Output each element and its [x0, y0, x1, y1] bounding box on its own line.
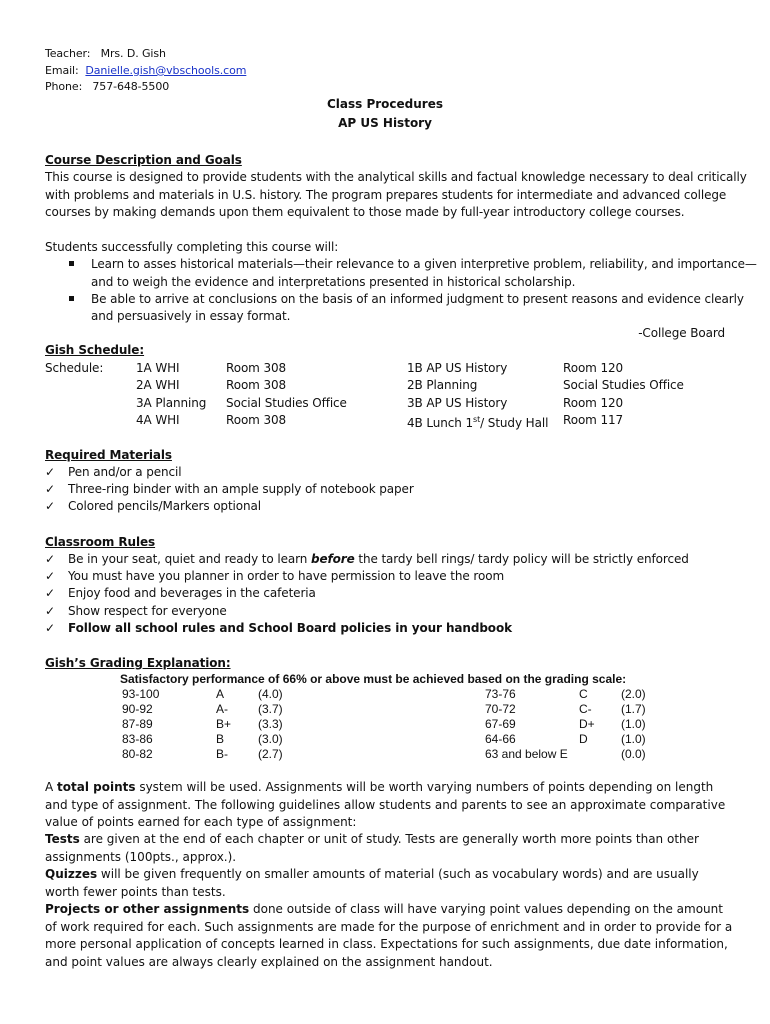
- grade-letter: D+: [579, 717, 595, 731]
- schedule-room: Social Studies Office: [226, 396, 347, 410]
- bullet-line: Be able to arrive at conclusions on the basis of an informed judgment to present reasons and evidence clearly: [91, 292, 744, 306]
- bullet-icon: [69, 261, 74, 266]
- grade-range: 93-100: [122, 687, 160, 701]
- materials-heading: Required Materials: [45, 448, 172, 462]
- schedule-room: Room 308: [226, 361, 287, 375]
- schedule-block: 4B Lunch 1st/ Study Hall: [407, 415, 549, 430]
- grade-points: (3.3): [258, 717, 283, 731]
- bullet-line: and to weigh the evidence and interpretations presented in historical scholarship.: [91, 275, 576, 289]
- check-icon: ✓: [45, 621, 56, 635]
- check-icon: ✓: [45, 552, 56, 566]
- rules-heading: Classroom Rules: [45, 535, 156, 549]
- schedule-room: Room 120: [563, 361, 624, 375]
- schedule-block: 1A WHI: [136, 361, 180, 375]
- check-icon: ✓: [45, 499, 56, 513]
- grade-points: (3.7): [258, 702, 283, 716]
- grade-letter: B: [216, 732, 225, 746]
- rule-item: Enjoy food and beverages in the cafeteria: [68, 586, 316, 600]
- teacher-line: Teacher: Mrs. D. Gish: [45, 47, 166, 60]
- quizzes-paragraph: Quizzes will be given frequently on smaller amounts of material (such as vocabulary words) and are usually worth fewer points than tests.: [45, 867, 699, 899]
- rule-item: Be in your seat, quiet and ready to learn before the tardy bell rings/ tardy policy will be strictly enforced: [68, 552, 689, 566]
- email-line: Email: Danielle.gish@vbschools.com: [45, 64, 247, 77]
- schedule-block: 2B Planning: [407, 378, 478, 392]
- grade-range: 83-86: [122, 732, 153, 746]
- material-item: Colored pencils/Markers optional: [68, 499, 262, 513]
- grade-points: (2.7): [258, 747, 283, 761]
- material-item: Three-ring binder with an ample supply of notebook paper: [68, 482, 414, 496]
- check-icon: ✓: [45, 569, 56, 583]
- points-intro: A total points system will be used. Assignments will be worth varying numbers of points depending on length and type of assignment. The following guidelines allow students and parents to see an approximate comparative value of points earned for each type of assignment:: [45, 780, 726, 829]
- schedule-room: Room 117: [563, 413, 624, 427]
- email-link[interactable]: Danielle.gish@vbschools.com: [85, 64, 247, 77]
- grade-points: (0.0): [621, 747, 646, 761]
- course-intro: Students successfully completing this course will:: [45, 240, 339, 254]
- check-icon: ✓: [45, 604, 56, 618]
- check-icon: ✓: [45, 482, 56, 496]
- bullet-line: Learn to asses historical materials—their relevance to a given interpretive problem, reliability, and importance—: [91, 257, 757, 271]
- schedule-room: Room 308: [226, 378, 287, 392]
- grade-points: (4.0): [258, 687, 283, 701]
- course-line: with problems and materials in U.S. history. The program prepares students for intermediate and advanced college: [45, 188, 727, 202]
- grade-letter: C-: [579, 702, 592, 716]
- rule-item: Follow all school rules and School Board policies in your handbook: [68, 621, 512, 635]
- grade-range: 90-92: [122, 702, 153, 716]
- schedule-room: Room 120: [563, 396, 624, 410]
- grade-letter: A-: [216, 702, 228, 716]
- grade-letter: A: [216, 687, 225, 701]
- doc-subtitle: AP US History: [338, 116, 432, 130]
- grade-range: 87-89: [122, 717, 153, 731]
- tests-paragraph: Tests are given at the end of each chapter or unit of study. Tests are generally worth more points than other assignments (100pts., approx.).: [45, 832, 699, 864]
- grading-subheading: Satisfactory performance of 66% or above must be achieved based on the grading scale:: [120, 672, 627, 686]
- material-item: Pen and/or a pencil: [68, 465, 182, 479]
- schedule-block: 2A WHI: [136, 378, 180, 392]
- grade-letter: B-: [216, 747, 228, 761]
- grade-points: (1.0): [621, 732, 646, 746]
- schedule-block: 3B AP US History: [407, 396, 508, 410]
- grade-range: 63 and below E: [485, 747, 568, 761]
- projects-paragraph: Projects or other assignments done outside of class will have varying point values depending on the amount of work required for each. Such assignments are made for the purpose of enrichment and in order to provide for a more personal application of concepts learned in class. Expectations for such assignments, due date information, and point values are always clearly explained on the assignment handout.: [45, 902, 733, 969]
- grade-points: (2.0): [621, 687, 646, 701]
- bullet-line: and persuasively in essay format.: [91, 309, 291, 323]
- schedule-room: Social Studies Office: [563, 378, 684, 392]
- grade-letter: B+: [216, 717, 232, 731]
- grade-letter: C: [579, 687, 588, 701]
- schedule-label: Schedule:: [45, 361, 104, 375]
- check-icon: ✓: [45, 465, 56, 479]
- course-line: courses by making demands upon them equivalent to those made by full-year introductory college courses.: [45, 205, 685, 219]
- phone-line: Phone: 757-648-5500: [45, 80, 170, 93]
- bullet-icon: [69, 296, 74, 301]
- schedule-heading: Gish Schedule:: [45, 343, 145, 357]
- grading-heading: Gish’s Grading Explanation:: [45, 656, 231, 670]
- doc-title: Class Procedures: [326, 97, 444, 111]
- course-line: This course is designed to provide students with the analytical skills and factual knowledge necessary to deal critically: [45, 170, 747, 184]
- grade-points: (1.0): [621, 717, 646, 731]
- course-heading: Course Description and Goals: [45, 153, 242, 167]
- check-icon: ✓: [45, 586, 56, 600]
- grade-letter: D: [579, 732, 588, 746]
- attribution: -College Board: [638, 326, 725, 340]
- schedule-block: 3A Planning: [136, 396, 207, 410]
- rule-item: Show respect for everyone: [68, 604, 227, 618]
- schedule-block: 1B AP US History: [407, 361, 508, 375]
- schedule-room: Room 308: [226, 413, 287, 427]
- grade-range: 64-66: [485, 732, 516, 746]
- grade-range: 67-69: [485, 717, 516, 731]
- grade-range: 70-72: [485, 702, 516, 716]
- schedule-block: 4A WHI: [136, 413, 180, 427]
- rule-item: You must have you planner in order to have permission to leave the room: [68, 569, 505, 583]
- grade-range: 80-82: [122, 747, 153, 761]
- grade-points: (3.0): [258, 732, 283, 746]
- grade-range: 73-76: [485, 687, 516, 701]
- grade-points: (1.7): [621, 702, 646, 716]
